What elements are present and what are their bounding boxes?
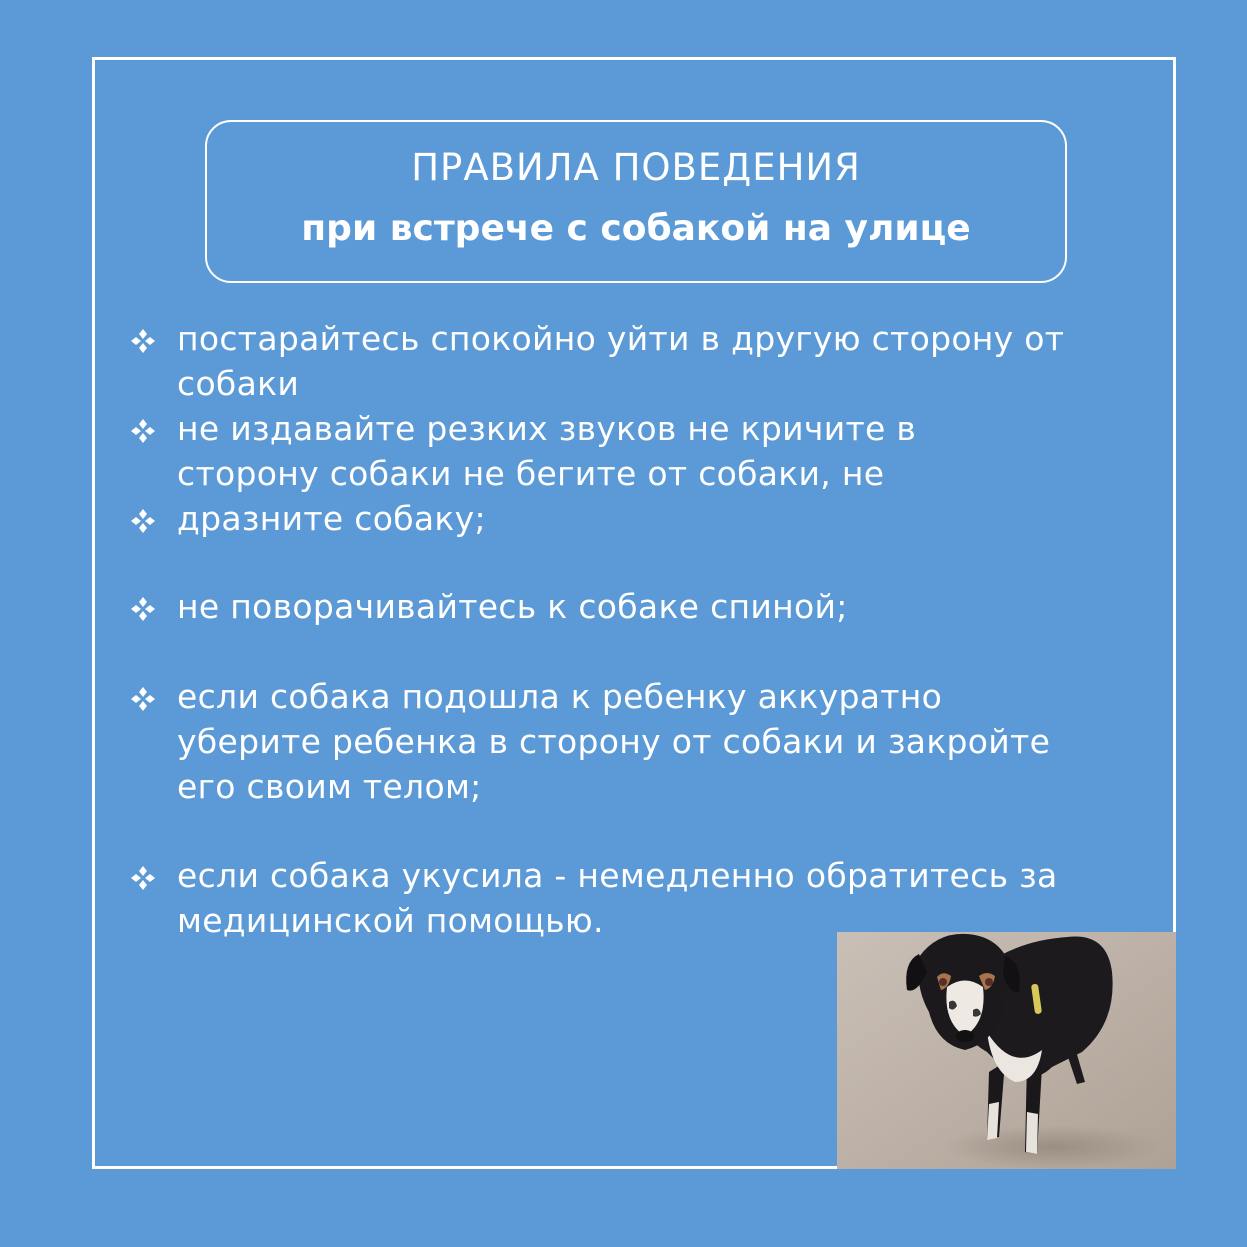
rule-5-line-3: его своим телом;	[177, 767, 482, 806]
dog-photo	[837, 932, 1176, 1169]
title-heading: ПРАВИЛА ПОВЕДЕНИЯ	[411, 146, 861, 189]
rule-5-line-1: если собака подошла к ребенку аккуратно	[177, 677, 943, 716]
rule-6-line-2: медицинской помощью.	[177, 901, 604, 940]
bullet-icon	[128, 318, 164, 362]
rule-5-line-2: уберите ребенка в сторону от собаки и закройте	[177, 722, 1051, 761]
rule-3-line-1: дразните собаку;	[177, 499, 486, 538]
bullet-icon	[128, 586, 164, 630]
bullet-icon	[128, 408, 164, 452]
rule-2-line-1: не издавайте резких звуков не кричите в	[177, 409, 917, 448]
rule-2-line-2: сторону собаки не бегите от собаки, не	[177, 454, 885, 493]
rule-1-line-1: постарайтесь спокойно уйти в другую сторону от	[177, 319, 1065, 358]
rule-1-line-2: собаки	[177, 364, 300, 403]
title-subheading: при встрече с собакой на улице	[301, 208, 971, 249]
bullet-icon	[128, 498, 164, 542]
bullet-icon	[128, 676, 164, 720]
bullet-icon	[128, 855, 164, 899]
rule-4-line-1: не поворачивайтесь к собаке спиной;	[177, 587, 848, 626]
rule-6-line-1: если собака укусила - немедленно обратитесь за	[177, 856, 1058, 895]
